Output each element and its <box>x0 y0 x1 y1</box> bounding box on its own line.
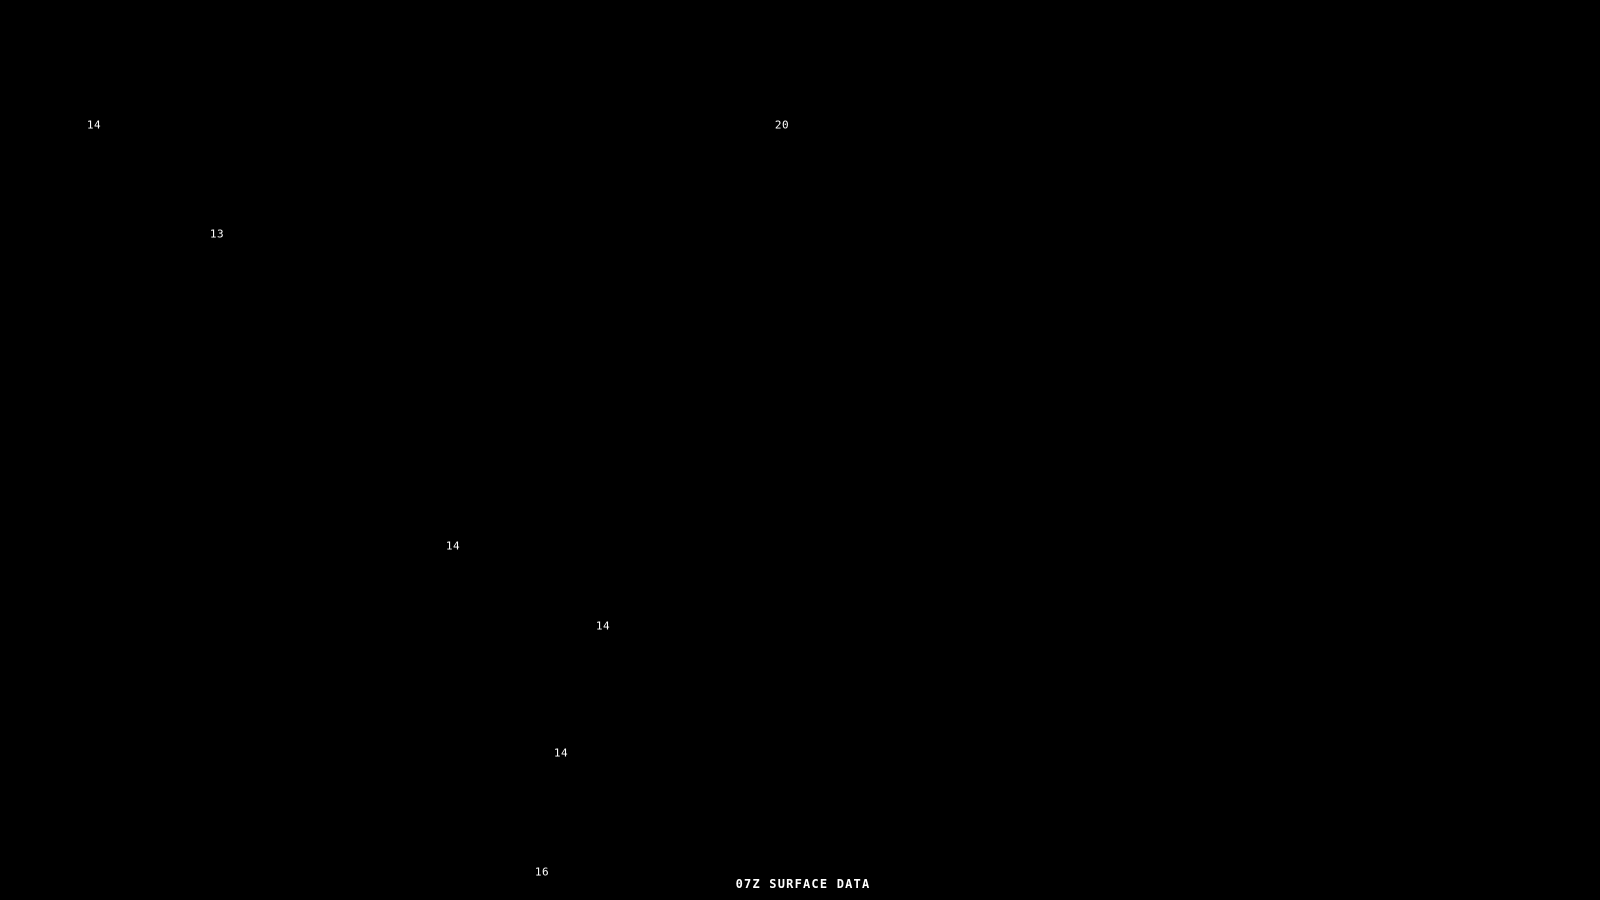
obs-temp-6: 14 <box>553 746 569 760</box>
obs-temp-3: 13 <box>209 227 225 241</box>
obs-temp-4: 14 <box>445 539 461 553</box>
obs-temp-1: 14 <box>86 118 102 132</box>
obs-temp-7: 16 <box>534 865 550 879</box>
obs-temp-2: 20 <box>774 118 790 132</box>
map-caption: 07Z SURFACE DATA <box>735 877 871 891</box>
obs-temp-5: 14 <box>595 619 611 633</box>
